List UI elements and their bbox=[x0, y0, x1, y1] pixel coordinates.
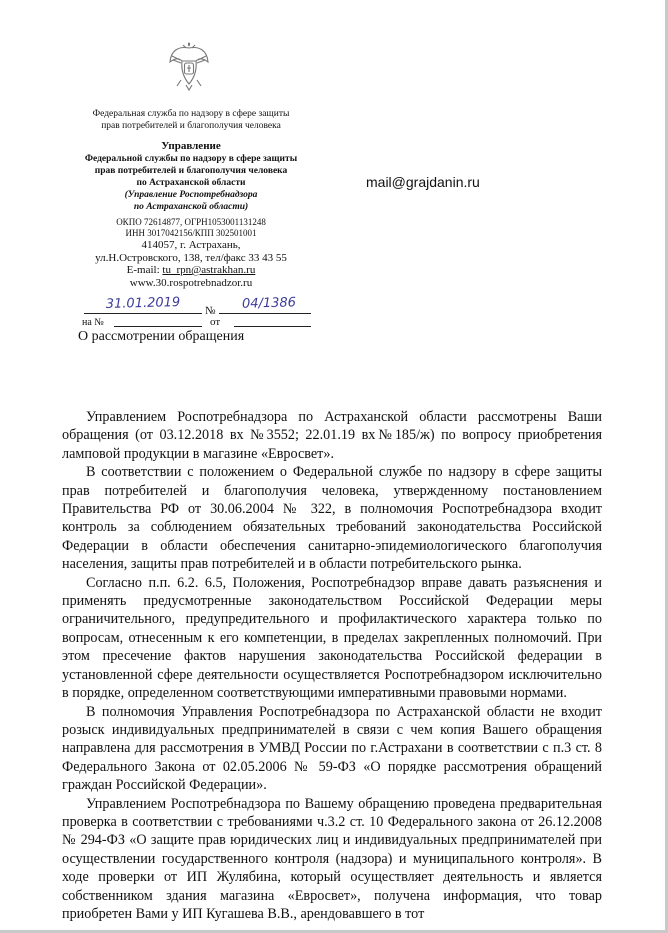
email-label: E-mail: bbox=[126, 264, 160, 276]
department-title: Управление bbox=[161, 140, 221, 152]
okpo-ogrn: ОКПО 72614877, ОГРН1053001131248 bbox=[116, 217, 266, 227]
department-line: по Астраханской области bbox=[136, 178, 246, 188]
agency-name-line: Федеральная служба по надзору в сфере защиты bbox=[92, 109, 290, 119]
agency-header bbox=[60, 108, 322, 132]
reference-label: на № bbox=[82, 317, 104, 328]
registry-codes bbox=[60, 217, 322, 239]
email-link[interactable]: tu_rpn@astrakhan.ru bbox=[162, 264, 256, 276]
letter-body bbox=[62, 408, 602, 923]
reference-line bbox=[114, 326, 202, 327]
registration-number-handwritten: 04/1386 bbox=[241, 295, 297, 312]
agency-name-line: прав потребителей и благополучия человека bbox=[101, 121, 281, 131]
postal-address: 414057, г. Астрахань, bbox=[141, 239, 241, 251]
website[interactable]: www.30.rospotrebnadzor.ru bbox=[129, 276, 253, 289]
body-paragraph: В полномочия Управления Роспотребнадзора по Астраханской области не входит розыск индивидуальных предпринимателей в связи с чем копия Вашего обращения направлена для рассмотрения в УМВД России по г.Астрахани в соответствии с п.3 ст. 8 Федерального Закона от 02.05.2006 № 59-ФЗ «О порядке рассмотрения обращений граждан Российской Федерации». bbox=[62, 703, 602, 794]
coat-of-arms-emblem bbox=[167, 40, 211, 92]
subject-line: О рассмотрении обращения bbox=[78, 329, 245, 344]
body-paragraph: Управлением Роспотребнадзора по Астраханской области рассмотрены Ваши обращения (от 03.12.2018 вх №3552; 22.01.19 вх№185/ж) по вопросу приобретения ламповой продукции в магазине «Евросвет». bbox=[62, 409, 602, 462]
department-block bbox=[60, 140, 322, 213]
from-line bbox=[234, 326, 311, 327]
body-paragraph: В соответствии с положением о Федеральной службе по надзору в сфере защиты прав потребителей и благополучия человека, утвержденному постановлением Правительства РФ от 30.06.2004 № 322, в полномочия Роспотребнадзора входит контроль за соблюдением обязательных требований законодательства Российской Федерации в области обеспечения санитарно-эпидемиологического благополучия населения, защиты прав потребителей и в области потребительского рынка. bbox=[62, 464, 602, 573]
from-label: от bbox=[210, 316, 221, 328]
number-line bbox=[219, 313, 311, 314]
department-line: прав потребителей и благополучия человека bbox=[94, 166, 288, 176]
department-line: Федеральной службы по надзору в сфере защиты bbox=[84, 154, 298, 164]
contact-block bbox=[60, 239, 322, 289]
date-line bbox=[84, 313, 202, 314]
body-paragraph: Управлением Роспотребнадзора по Вашему обращению проведена предварительная проверка в соответствии с требованиями ч.3.2 ст. 10 Федерального закона от 26.12.2008 № 294-ФЗ «О защите прав юридических лиц и индивидуальных предпринимателей при осуществлении государственного контроля (надзора) и муниципального контроля». В ходе проверки от ИП Жулябина, который осуществляет деятельность и является собственником здания магазина «Евросвет», получена информация, что товар приобретен Вами у ИП Кугашева В.В., арендовавшего в тот bbox=[62, 795, 602, 922]
number-sign: № bbox=[205, 305, 216, 317]
recipient-email: mail@grajdanin.ru bbox=[366, 174, 480, 190]
registration-date-handwritten: 31.01.2019 bbox=[105, 295, 181, 312]
email-row bbox=[60, 264, 322, 277]
department-short-name: (Управление Роспотребнадзора bbox=[124, 190, 258, 200]
street-address: ул.Н.Островского, 138, тел/факс 33 43 55 bbox=[95, 251, 287, 264]
inn-kpp: ИНН 3017042156/КПП 302501001 bbox=[125, 228, 257, 238]
department-short-name: по Астраханской области) bbox=[133, 202, 249, 212]
body-paragraph: Согласно п.п. 6.2. 6.5, Положения, Роспотребнадзор вправе давать разъяснения и применять предусмотренные законодательством Российской Федерации меры ограничительного, предупредительного и профилактического характера только по вопросам, отнесенным к его компетенции, в пределах закрепленных полномочий. При этом пресечение фактов нарушения законодательства Российской федерации в установленной сфере деятельности осуществляется Роспотребнадзором исключительно в порядке, определенном соответствующими императивными правовыми нормами. bbox=[62, 574, 602, 702]
